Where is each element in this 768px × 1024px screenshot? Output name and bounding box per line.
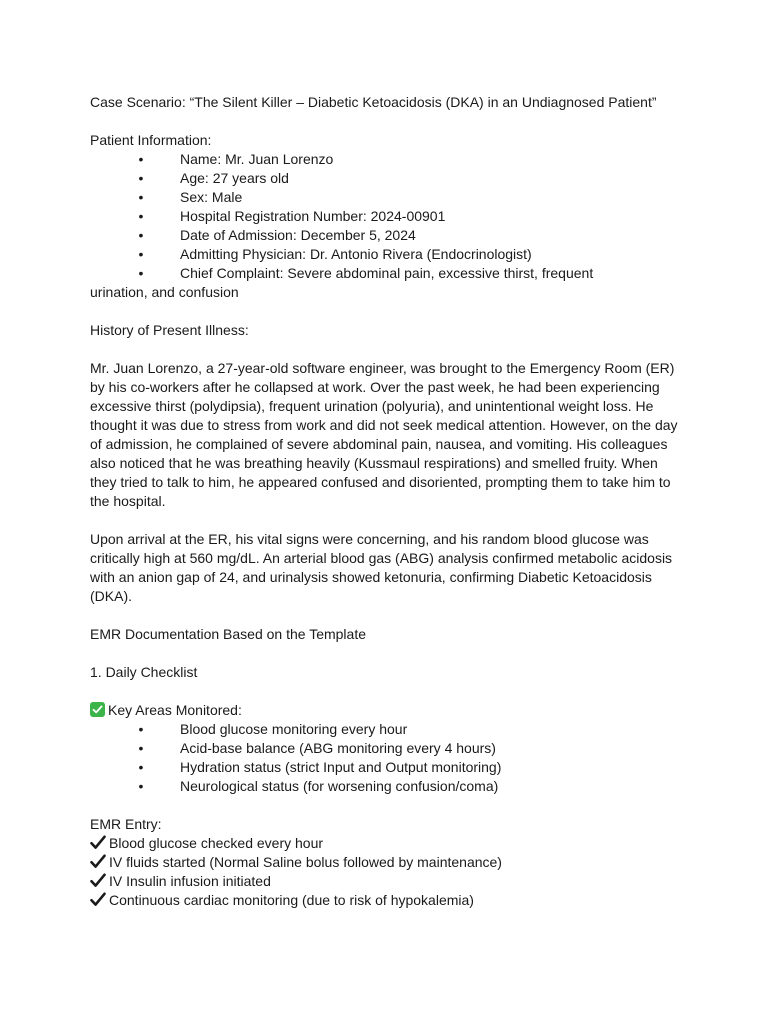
emr-entry-heading: EMR Entry: <box>90 816 162 832</box>
hpi-paragraph-1: Mr. Juan Lorenzo, a 27-year-old software engineer, was brought to the Emergency Room (ER) by his co-workers after he collapsed at work. Over the past week, he had been experiencing excessive thirst (polydipsia), frequent urination (polyuria), and unintentional weight loss. He thought it was due to stress from work and did not seek medical attention. However, on the day of admission, he complained of severe abdominal pain, nausea, and vomiting. His colleagues also noticed that he was breathing heavily (Kussmaul respirations) and smelled fruity. When they tried to talk to him, he appeared confused and disoriented, prompting them to take him to the hospital. <box>90 360 678 509</box>
key-areas-heading <box>90 701 680 720</box>
list-item: • Acid-base balance (ABG monitoring every 4 hours) <box>90 739 680 758</box>
list-item: • Neurological status (for worsening confusion/coma) <box>90 777 680 796</box>
list-item: • Age: 27 years old <box>90 169 680 188</box>
list-item: • Hydration status (strict Input and Output monitoring) <box>90 758 680 777</box>
hpi-paragraph-2: Upon arrival at the ER, his vital signs were concerning, and his random blood glucose was critically high at 560 mg/dL. An arterial blood gas (ABG) analysis confirmed metabolic acidosis with an anion gap of 24, and urinalysis showed ketonuria, confirming Diabetic Ketoacidosis (DKA). <box>90 531 673 604</box>
bullet-icon: • <box>138 265 144 281</box>
check-mark-icon <box>90 835 106 850</box>
list-item: Blood glucose checked every hour <box>90 834 680 853</box>
check-mark-icon <box>90 854 106 869</box>
document-page <box>90 93 680 910</box>
green-checkbox-icon <box>90 702 105 717</box>
bullet-icon: • <box>138 170 144 186</box>
check-mark-icon <box>90 892 106 907</box>
list-item: IV fluids started (Normal Saline bolus followed by maintenance) <box>90 853 680 872</box>
bullet-icon: • <box>138 208 144 224</box>
bullet-icon: • <box>138 740 144 756</box>
list-item: • Sex: Male <box>90 188 680 207</box>
bullet-icon: • <box>138 246 144 262</box>
list-item: • Hospital Registration Number: 2024-00901 <box>90 207 680 226</box>
bullet-icon: • <box>138 189 144 205</box>
list-item: • Name: Mr. Juan Lorenzo <box>90 150 680 169</box>
emr-entry-list <box>90 834 680 910</box>
bullet-icon: • <box>138 227 144 243</box>
patient-info-heading: Patient Information: <box>90 132 212 148</box>
patient-info-list <box>90 150 680 302</box>
list-item: IV Insulin infusion initiated <box>90 872 680 891</box>
bullet-icon: • <box>138 721 144 737</box>
list-item: • Blood glucose monitoring every hour <box>90 720 680 739</box>
case-title: Case Scenario: “The Silent Killer – Diabetic Ketoacidosis (DKA) in an Undiagnosed Patient” <box>90 94 657 110</box>
emr-heading: EMR Documentation Based on the Template <box>90 626 367 642</box>
check-mark-icon <box>90 873 106 888</box>
daily-checklist-heading: 1. Daily Checklist <box>90 664 198 680</box>
list-item: • Admitting Physician: Dr. Antonio Rivera (Endocrinologist) <box>90 245 680 264</box>
hpi-heading: History of Present Illness: <box>90 322 249 338</box>
bullet-icon: • <box>138 759 144 775</box>
bullet-icon: • <box>138 778 144 794</box>
key-areas-list <box>90 720 680 796</box>
key-areas-label: Key Areas Monitored: <box>108 702 242 718</box>
bullet-icon: • <box>138 151 144 167</box>
chief-complaint-item: • Chief Complaint: Severe abdominal pain, excessive thirst, frequent urination, and confusion <box>90 265 594 300</box>
list-item: • Date of Admission: December 5, 2024 <box>90 226 680 245</box>
list-item: Continuous cardiac monitoring (due to risk of hypokalemia) <box>90 891 680 910</box>
